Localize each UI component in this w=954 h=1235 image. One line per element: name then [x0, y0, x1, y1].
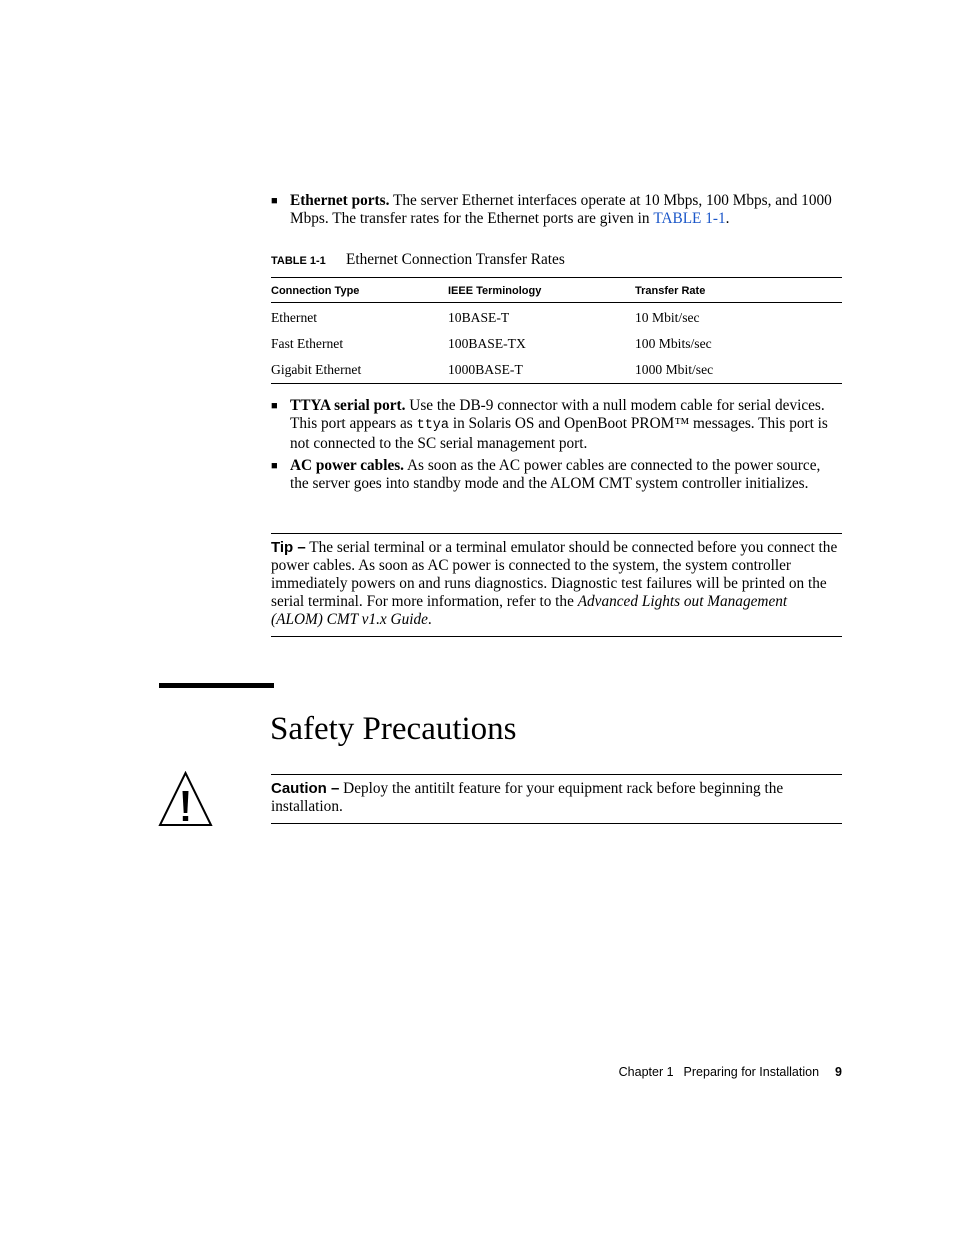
table-row: [271, 357, 842, 384]
bullet-body: As soon as the AC power cables are connected to the power source, the server goes into standby mode and the ALOM CMT system controller initializes.: [290, 457, 821, 492]
bullet-ac-power-cables: [271, 457, 842, 493]
bullet-body: Use the DB-9 connector with a null modem cable for serial devices. This port appears as: [290, 397, 825, 432]
bullet-text: [290, 457, 842, 493]
table-row: [271, 303, 842, 332]
bullet-body-end: .: [725, 210, 730, 227]
section-title: Safety Precautions: [270, 711, 517, 747]
column-header-transfer-rate: Transfer Rate: [635, 278, 842, 303]
bullet-title: AC power cables.: [290, 457, 405, 474]
table-title: Ethernet Connection Transfer Rates: [346, 251, 565, 268]
tip-text: The serial terminal or a terminal emulator should be connected before you connect the power cables. As soon as AC power is connected to the system, the system controller immediately powers on and runs diagnostics. Diagnostic test failures will be printed on the serial terminal. For more information, refer to the: [271, 539, 838, 610]
bullet-body-end: in Solaris OS and OpenBoot PROM™ messages. This port is not connected to the SC serial management port.: [290, 415, 828, 452]
bullet-square-icon: ■: [271, 460, 278, 472]
table-cell: Gigabit Ethernet: [271, 362, 362, 377]
footer-chapter-title: Preparing for Installation: [683, 1065, 820, 1079]
bullet-body: The server Ethernet interfaces operate at 10 Mbps, 100 Mbps, and 1000 Mbps. The transfer rates for the Ethernet ports are given in: [290, 192, 832, 227]
footer-chapter: Chapter 1: [618, 1065, 674, 1079]
column-header-connection-type: Connection Type: [271, 278, 448, 303]
page-number: 9: [835, 1065, 842, 1079]
table-cell: 1000BASE-T: [448, 362, 523, 377]
section-rule: [159, 683, 274, 688]
bullet-title: Ethernet ports.: [290, 192, 390, 209]
bullet-title: TTYA serial port.: [290, 397, 406, 414]
table-cross-reference-link[interactable]: TABLE 1-1: [653, 210, 726, 227]
bullet-square-icon: ■: [271, 195, 278, 207]
bullet-text: [290, 192, 842, 228]
caution-text: Deploy the antitilt feature for your equipment rack before beginning the installation.: [271, 780, 784, 815]
table-cell: 10BASE-T: [448, 310, 510, 325]
table-cell: Ethernet: [271, 310, 318, 325]
caution-note: [271, 774, 842, 824]
table-cell: 1000 Mbit/sec: [635, 362, 714, 377]
table-row: [271, 331, 842, 357]
table-cell: Fast Ethernet: [271, 336, 344, 351]
bullet-ethernet-ports: [271, 192, 842, 228]
bullet-text: [290, 397, 842, 453]
table-caption: [271, 250, 565, 270]
page-footer: [619, 1063, 842, 1081]
table-header-row: [271, 278, 842, 303]
table-cell: 10 Mbit/sec: [635, 310, 700, 325]
tip-end: .: [427, 611, 432, 628]
code-ttya: ttya: [416, 418, 449, 433]
table-cell: 100BASE-TX: [448, 336, 526, 351]
bullet-ttya-serial-port: [271, 397, 842, 453]
caution-triangle-icon: [158, 771, 213, 827]
bullet-square-icon: ■: [271, 400, 278, 412]
tip-lead: Tip –: [271, 539, 306, 556]
ethernet-rates-table: [271, 277, 842, 384]
caution-lead: Caution –: [271, 780, 340, 797]
table-cell: 100 Mbits/sec: [635, 336, 712, 351]
column-header-ieee-terminology: IEEE Terminology: [448, 278, 635, 303]
tip-note: [271, 533, 842, 637]
guide-title: Advanced Lights out Management (ALOM) CMT v1.x Guide: [271, 593, 788, 628]
table-label: TABLE 1-1: [271, 255, 326, 267]
